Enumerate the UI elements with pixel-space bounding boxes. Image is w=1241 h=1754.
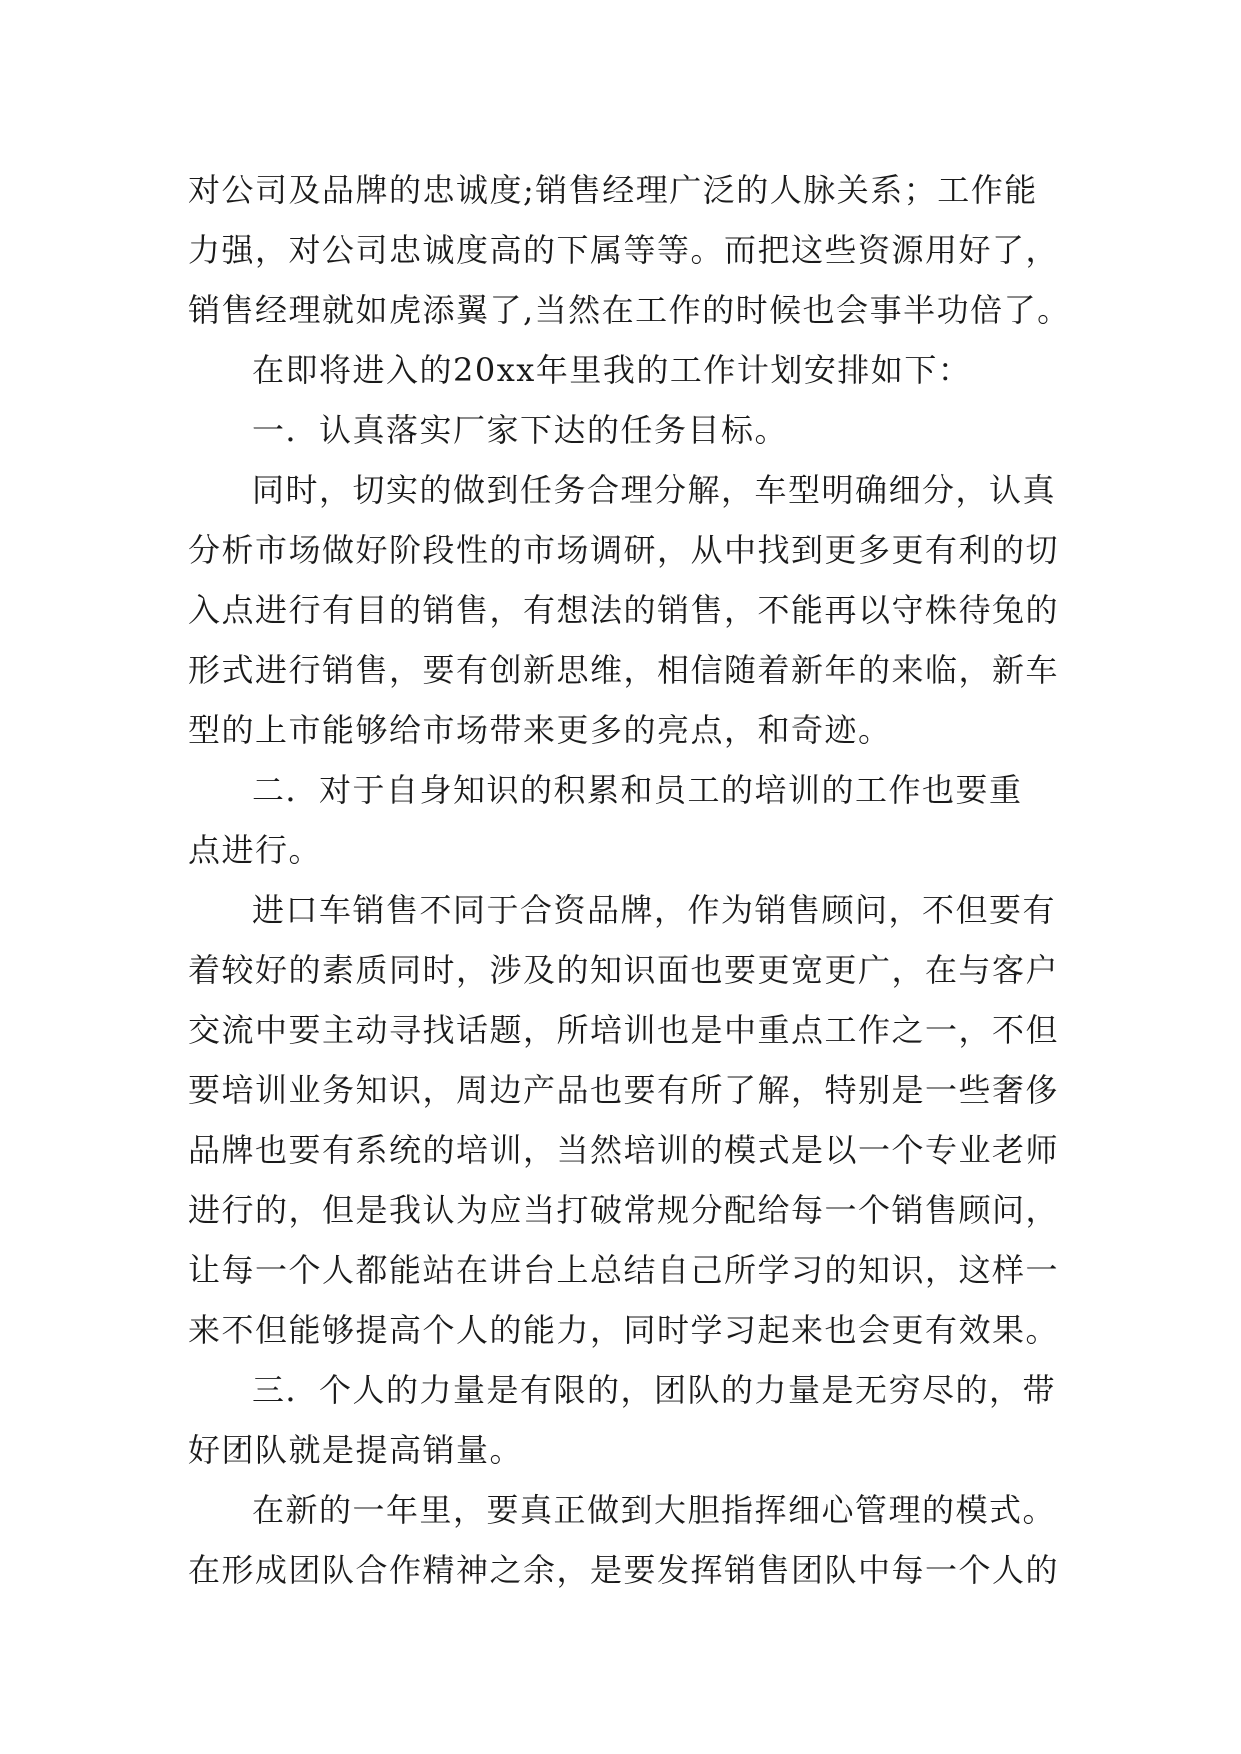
text-line: 让每一个人都能站在讲台上总结自己所学习的知识，这样一 (188, 1251, 1060, 1289)
text-line: 销售经理就如虎添翼了,当然在工作的时候也会事半功倍了。 (188, 291, 1071, 329)
text-line: 力强，对公司忠诚度高的下属等等。而把这些资源用好了， (188, 231, 1060, 269)
text-line: 品牌也要有系统的培训，当然培训的模式是以一个专业老师 (188, 1131, 1060, 1169)
text-line: 进行的，但是我认为应当打破常规分配给每一个销售顾问， (188, 1191, 1060, 1229)
document-body (188, 160, 1071, 1600)
text-line: 好团队就是提高销量。 (188, 1431, 524, 1469)
text-line: 来不但能够提高个人的能力，同时学习起来也会更有效果。 (188, 1311, 1060, 1349)
text-line: 要培训业务知识，周边产品也要有所了解，特别是一些奢侈 (188, 1071, 1060, 1109)
text-line: 在形成团队合作精神之余，是要发挥销售团队中每一个人的 (188, 1551, 1060, 1589)
text-line: 交流中要主动寻找话题，所培训也是中重点工作之一，不但 (188, 1011, 1060, 1049)
text-line: 入点进行有目的销售，有想法的销售，不能再以守株待兔的 (188, 591, 1060, 629)
text-line: 分析市场做好阶段性的市场调研，从中找到更多更有利的切 (188, 531, 1060, 569)
section-heading-1: 一．认真落实厂家下达的任务目标。 (252, 411, 789, 449)
section-heading-3: 三．个人的力量是有限的，团队的力量是无穷尽的，带 (252, 1371, 1057, 1409)
section-heading-2: 二．对于自身知识的积累和员工的培训的工作也要重 (252, 771, 1023, 809)
text-line: 型的上市能够给市场带来更多的亮点，和奇迹。 (188, 711, 892, 749)
text-line: 对公司及品牌的忠诚度;销售经理广泛的人脉关系；工作能 (188, 171, 1038, 209)
paragraph-line: 同时，切实的做到任务合理分解，车型明确细分，认真 (252, 471, 1057, 509)
paragraph-line: 进口车销售不同于合资品牌，作为销售顾问，不但要有 (252, 891, 1057, 929)
paragraph-line: 在即将进入的20xx年里我的工作计划安排如下： (252, 351, 972, 389)
text-line: 形式进行销售，要有创新思维，相信随着新年的来临，新车 (188, 651, 1060, 689)
text-line: 着较好的素质同时，涉及的知识面也要更宽更广，在与客户 (188, 951, 1060, 989)
text-line: 点进行。 (188, 831, 323, 869)
paragraph-line: 在新的一年里，要真正做到大胆指挥细心管理的模式。 (252, 1491, 1057, 1529)
